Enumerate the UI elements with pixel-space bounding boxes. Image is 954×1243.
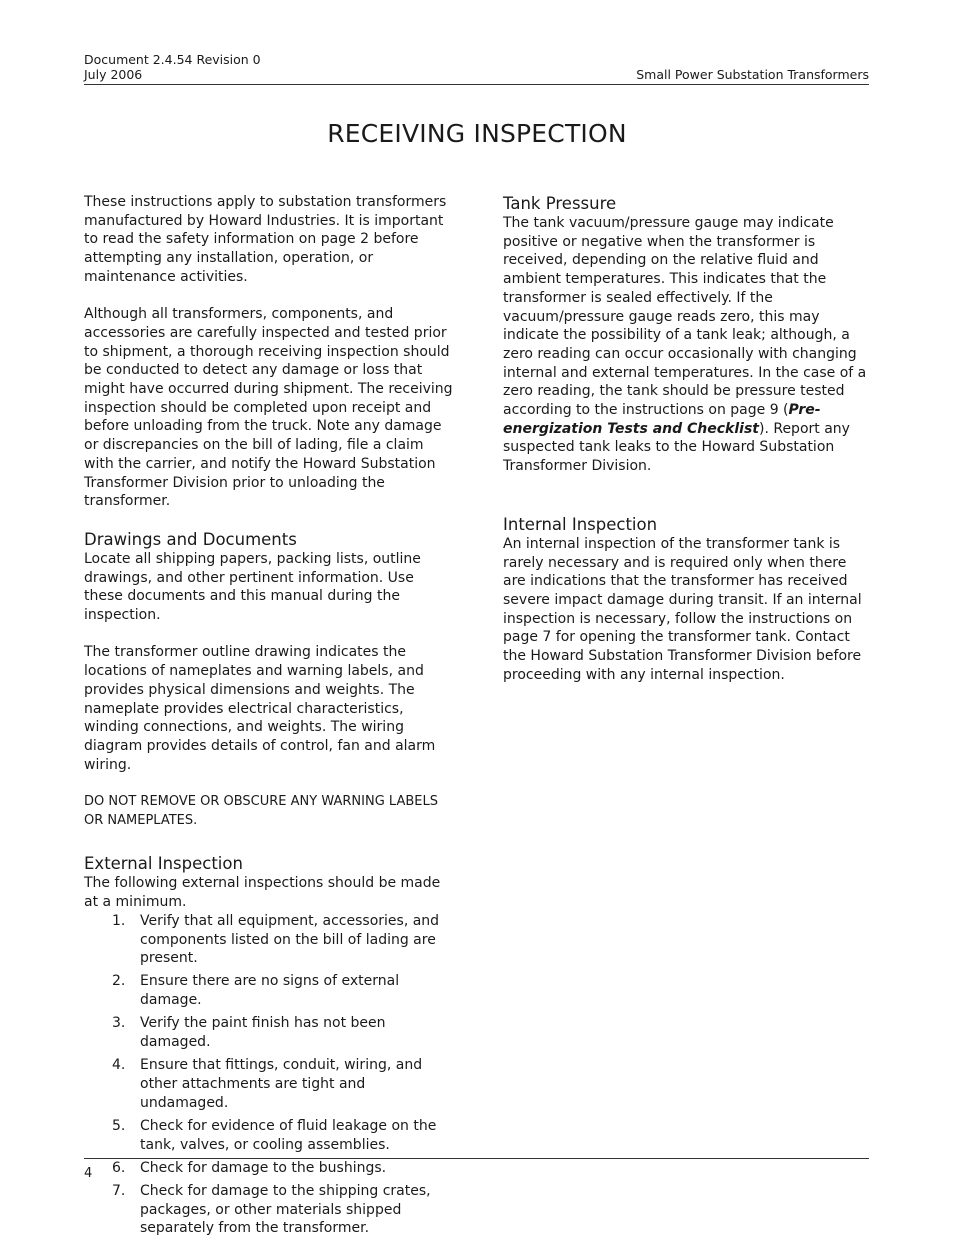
internal-inspection-heading: Internal Inspection	[503, 514, 658, 534]
list-item	[84, 1182, 456, 1238]
internal-inspection-paragraph: An internal inspection of the transformer tank is rarely necessary and is required only when there are indications that the transformer has received severe impact damage during transit. If an internal inspection is necessary, follow the instructions on page 7 for opening the transformer tank. Contact the Howard Substation Transformer Division before proceeding with any internal inspection.	[503, 535, 862, 683]
tank-pressure-text-2: In the case of a zero reading, the tank should be pressure tested according to the instructions on page 9 (	[503, 364, 867, 419]
running-title: Small Power Substation Transformers	[636, 67, 869, 82]
tank-pressure-paragraph	[503, 214, 873, 476]
tank-pressure-heading: Tank Pressure	[503, 194, 617, 213]
list-item-text: Ensure that fittings, conduit, wiring, and other attachments are tight and undamaged.	[140, 1057, 423, 1111]
drawings-paragraph-2: The transformer outline drawing indicates the locations of nameplates and warning labels, and provides physical dimensions and weights. The nameplate provides electrical characteristics, winding connections, and weights. The wiring diagram provides details of control, fan and alarm wiring.	[84, 644, 436, 773]
list-item-text: Verify the paint finish has not been damaged.	[140, 1015, 386, 1051]
list-item-text: Check for damage to the shipping crates, packages, or other materials shipped separately from the transformer.	[140, 1183, 431, 1237]
list-item-text: Check for evidence of fluid leakage on the tank, valves, or cooling assemblies.	[140, 1117, 437, 1153]
drawings-paragraph-1: Locate all shipping papers, packing lists, outline drawings, and other pertinent information. Use these documents and this manual during the inspection.	[84, 550, 421, 624]
list-item	[84, 972, 456, 1009]
intro-paragraph-1: These instructions apply to substation transformers manufactured by Howard Industries. It is important to read the safety information on page 2 before attempting any installation, operation, or maintenance activities.	[84, 194, 447, 285]
right-column	[503, 193, 873, 684]
list-item	[84, 1117, 456, 1154]
list-item-number: 3.	[112, 1015, 126, 1032]
external-inspection-heading: External Inspection	[84, 854, 243, 874]
document-number: Document 2.4.54 Revision 0	[84, 52, 261, 67]
external-inspection-list	[84, 912, 456, 1238]
drawings-heading: Drawings and Documents	[84, 529, 297, 549]
list-item-number: 5.	[112, 1117, 126, 1134]
list-item-number: 4.	[112, 1057, 126, 1074]
list-item-number: 7.	[112, 1183, 126, 1199]
header-left	[84, 52, 261, 82]
list-item-number: 6.	[112, 1159, 126, 1176]
footer-divider	[84, 1158, 869, 1159]
page-number: 4	[84, 1166, 93, 1181]
list-item	[84, 1056, 456, 1112]
list-item	[84, 1159, 456, 1178]
external-inspection-intro: The following external inspections should be made at a minimum.	[84, 875, 441, 911]
warning-notice: DO NOT REMOVE OR OBSCURE ANY WARNING LABELS OR NAMEPLATES.	[84, 794, 438, 828]
page-header	[84, 52, 869, 85]
list-item	[84, 912, 456, 968]
list-item-text: Verify that all equipment, accessories, and components listed on the bill of lading are present.	[140, 912, 440, 967]
list-item-text: Ensure there are no signs of external damage.	[140, 973, 400, 1009]
left-column	[84, 193, 456, 1243]
tank-pressure-text-3: ). Report any suspected tank leaks to the Howard Substation Transformer Division.	[503, 420, 850, 475]
page-title: RECEIVING INSPECTION	[327, 118, 627, 148]
list-item	[84, 1014, 456, 1051]
list-item-number: 2.	[112, 973, 126, 990]
list-item-number: 1.	[112, 912, 126, 929]
intro-paragraph-2: Although all transformers, components, and accessories are carefully inspected and tested prior to shipment, a thorough receiving inspection should be conducted to detect any damage or loss that might have occurred during shipment. The receiving inspection should be completed upon receipt and before unloading from the truck. Note any damage or discrepancies on the bill of lading, file a claim with the carrier, and notify the Howard Substation Transformer Division prior to unloading the transformer.	[84, 306, 453, 510]
document-date: July 2006	[84, 67, 143, 82]
list-item-text: Check for damage to the bushings.	[140, 1159, 387, 1176]
tank-pressure-text-1: The tank vacuum/pressure gauge may indicate positive or negative when the transformer is received, depending on the relative fluid and ambient temperatures. This indicates that the transformer is sealed effectively. If the vacuum/pressure gauge reads zero, this may indicate the possibility of a tank leak; although, a zero reading can occur occasionally with changing internal and external temperatures.	[503, 215, 857, 381]
reference-title: Pre-energization Tests and Checklist	[503, 402, 821, 437]
